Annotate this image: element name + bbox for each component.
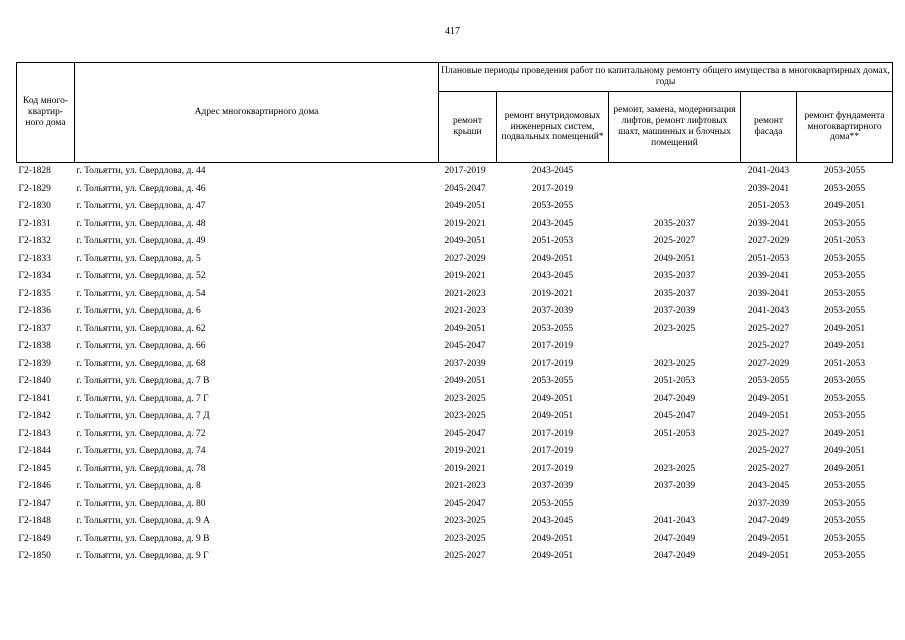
table-row [17,303,893,321]
cell-facade: 2049-2051 [747,411,790,422]
cell-systems: 2053-2055 [531,376,574,387]
cell-roof: 2017-2019 [444,166,486,177]
cell-foundation: 2053-2055 [823,218,866,229]
cell-foundation: 2051-2053 [823,236,866,247]
cell-facade: 2043-2045 [747,481,790,492]
cell-facade: 2051-2053 [747,201,790,212]
cell-facade: 2049-2051 [747,393,790,404]
cell-address: г. Тольятти, ул. Свердлова, д. 9 В [76,533,210,544]
cell-systems: 2051-2053 [531,236,574,247]
table-row [17,181,893,199]
cell-roof: 2049-2051 [444,323,486,334]
cell-foundation: 2053-2055 [823,288,866,299]
cell-elevators [609,163,741,181]
cell-address: г. Тольятти, ул. Свердлова, д. 72 [76,428,206,439]
cell-systems: 2043-2045 [531,166,574,177]
cell-elevators: 2023-2025 [653,323,696,334]
cell-code: Г2-1842 [18,411,51,422]
cell-elevators: 2023-2025 [653,358,696,369]
cell-code: Г2-1834 [18,271,51,282]
cell-roof: 2037-2039 [444,358,486,369]
cell-facade: 2047-2049 [747,516,790,527]
cell-elevators: 2051-2053 [653,428,696,439]
cell-facade: 2039-2041 [747,183,790,194]
cell-systems: 2017-2019 [531,463,574,474]
cell-address: г. Тольятти, ул. Свердлова, д. 9 Г [76,551,209,562]
table-row [17,216,893,234]
table-row [17,426,893,444]
cell-systems: 2049-2051 [531,253,574,264]
table-row [17,286,893,304]
cell-address: г. Тольятти, ул. Свердлова, д. 68 [76,358,206,369]
cell-elevators [609,181,741,199]
cell-facade: 2039-2041 [747,271,790,282]
cell-systems: 2017-2019 [531,341,574,352]
cell-facade: 2049-2051 [747,551,790,562]
cell-code: Г2-1838 [18,341,51,352]
cell-facade: 2027-2029 [747,358,790,369]
cell-address: г. Тольятти, ул. Свердлова, д. 9 А [76,516,211,527]
cell-systems: 2053-2055 [531,498,574,509]
cell-roof: 2019-2021 [444,446,486,457]
cell-code: Г2-1837 [18,323,51,334]
cell-code: Г2-1836 [18,306,51,317]
table-row [17,163,893,181]
cell-address: г. Тольятти, ул. Свердлова, д. 54 [76,288,206,299]
table-row [17,461,893,479]
cell-systems: 2049-2051 [531,411,574,422]
cell-roof: 2025-2027 [444,551,486,562]
cell-systems: 2049-2051 [531,393,574,404]
cell-roof: 2019-2021 [444,218,486,229]
cell-address: г. Тольятти, ул. Свердлова, д. 49 [76,236,206,247]
cell-foundation: 2053-2055 [823,411,866,422]
cell-elevators: 2037-2039 [653,306,696,317]
cell-systems: 2053-2055 [531,323,574,334]
cell-elevators: 2023-2025 [653,463,696,474]
cell-roof: 2049-2051 [444,201,486,212]
cell-elevators: 2051-2053 [653,376,696,387]
cell-foundation: 2053-2055 [823,183,866,194]
cell-systems: 2043-2045 [531,516,574,527]
cell-foundation: 2049-2051 [823,341,866,352]
cell-roof: 2049-2051 [444,236,486,247]
cell-foundation: 2053-2055 [823,551,866,562]
cell-elevators: 2047-2049 [653,393,696,404]
cell-facade: 2027-2029 [747,236,790,247]
cell-systems: 2017-2019 [531,428,574,439]
cell-code: Г2-1840 [18,376,51,387]
cell-code: Г2-1847 [18,498,51,509]
cell-roof: 2019-2021 [444,463,486,474]
cell-roof: 2045-2047 [444,341,486,352]
cell-roof: 2021-2023 [444,288,486,299]
cell-systems: 2017-2019 [531,183,574,194]
cell-roof: 2021-2023 [444,481,486,492]
table-row [17,321,893,339]
cell-elevators: 2041-2043 [653,516,696,527]
cell-roof: 2027-2029 [444,253,486,264]
header-engineering-systems: ремонт внутридомовых инженерных систем, подвальных помещений* [497,92,609,163]
cell-code: Г2-1832 [18,236,51,247]
cell-address: г. Тольятти, ул. Свердлова, д. 48 [76,218,206,229]
table-row [17,268,893,286]
cell-address: г. Тольятти, ул. Свердлова, д. 66 [76,341,206,352]
cell-foundation: 2053-2055 [823,498,866,509]
header-planned-periods: Плановые периоды проведения работ по капитальному ремонту общего имущества в многоквартирных домах, годы [439,63,893,92]
cell-elevators: 2035-2037 [653,288,696,299]
cell-foundation: 2053-2055 [823,533,866,544]
cell-facade: 2025-2027 [747,341,790,352]
cell-code: Г2-1845 [18,463,51,474]
cell-systems: 2049-2051 [531,551,574,562]
cell-foundation: 2053-2055 [823,376,866,387]
cell-facade: 2039-2041 [747,218,790,229]
cell-facade: 2025-2027 [747,428,790,439]
cell-address: г. Тольятти, ул. Свердлова, д. 46 [76,183,206,194]
cell-code: Г2-1828 [18,166,51,177]
cell-roof: 2049-2051 [444,376,486,387]
cell-foundation: 2053-2055 [823,166,866,177]
cell-code: Г2-1835 [18,288,51,299]
cell-foundation: 2053-2055 [823,481,866,492]
table-body [17,163,893,566]
cell-code: Г2-1839 [18,358,51,369]
cell-foundation: 2051-2053 [823,358,866,369]
cell-code: Г2-1843 [18,428,51,439]
cell-address: г. Тольятти, ул. Свердлова, д. 52 [76,271,206,282]
cell-foundation: 2049-2051 [823,428,866,439]
cell-code: Г2-1830 [18,201,51,212]
cell-facade: 2049-2051 [747,533,790,544]
cell-facade: 2025-2027 [747,323,790,334]
cell-elevators: 2047-2049 [653,533,696,544]
cell-roof: 2021-2023 [444,306,486,317]
cell-elevators [609,198,741,216]
cell-address: г. Тольятти, ул. Свердлова, д. 7 В [76,376,210,387]
cell-elevators: 2037-2039 [653,481,696,492]
cell-code: Г2-1829 [18,183,51,194]
cell-foundation: 2049-2051 [823,201,866,212]
page-number: 417 [445,26,460,37]
cell-systems: 2043-2045 [531,218,574,229]
cell-address: г. Тольятти, ул. Свердлова, д. 74 [76,446,206,457]
table-row [17,391,893,409]
cell-code: Г2-1849 [18,533,51,544]
capital-repair-schedule-table [16,62,893,566]
table-row [17,548,893,566]
table-row [17,513,893,531]
cell-systems: 2049-2051 [531,533,574,544]
cell-facade: 2051-2053 [747,253,790,264]
cell-facade: 2041-2043 [747,306,790,317]
cell-systems: 2053-2055 [531,201,574,212]
cell-systems: 2043-2045 [531,271,574,282]
cell-foundation: 2049-2051 [823,446,866,457]
table-row [17,408,893,426]
header-roof: ремонт крыши [439,92,497,163]
cell-elevators: 2035-2037 [653,271,696,282]
table-row [17,198,893,216]
cell-elevators: 2045-2047 [653,411,696,422]
table-row [17,338,893,356]
cell-code: Г2-1846 [18,481,51,492]
cell-roof: 2023-2025 [444,411,486,422]
cell-code: Г2-1848 [18,516,51,527]
cell-elevators: 2035-2037 [653,218,696,229]
header-facade: ремонт фасада [741,92,797,163]
cell-roof: 2023-2025 [444,393,486,404]
cell-address: г. Тольятти, ул. Свердлова, д. 80 [76,498,206,509]
cell-code: Г2-1833 [18,253,51,264]
cell-systems: 2037-2039 [531,481,574,492]
cell-facade: 2025-2027 [747,463,790,474]
cell-facade: 2025-2027 [747,446,790,457]
cell-code: Г2-1831 [18,218,51,229]
cell-elevators [609,496,741,514]
table-header [17,63,893,163]
cell-facade: 2039-2041 [747,288,790,299]
table-row [17,443,893,461]
cell-foundation: 2053-2055 [823,253,866,264]
cell-address: г. Тольятти, ул. Свердлова, д. 44 [76,166,206,177]
table-row [17,373,893,391]
table-row [17,251,893,269]
header-elevators: ремонт, замена, модернизация лифтов, ремонт лифтовых шахт, машинных и блочных помещений [609,92,741,163]
cell-foundation: 2053-2055 [823,271,866,282]
cell-address: г. Тольятти, ул. Свердлова, д. 7 Г [76,393,209,404]
cell-roof: 2019-2021 [444,271,486,282]
cell-code: Г2-1844 [18,446,51,457]
cell-roof: 2045-2047 [444,498,486,509]
cell-address: г. Тольятти, ул. Свердлова, д. 5 [76,253,201,264]
cell-facade: 2041-2043 [747,166,790,177]
cell-address: г. Тольятти, ул. Свердлова, д. 6 [76,306,201,317]
cell-address: г. Тольятти, ул. Свердлова, д. 8 [76,481,201,492]
cell-facade: 2053-2055 [747,376,790,387]
table-row [17,233,893,251]
cell-elevators: 2025-2027 [653,236,696,247]
cell-code: Г2-1841 [18,393,51,404]
table-row [17,478,893,496]
cell-systems: 2019-2021 [531,288,574,299]
cell-elevators [609,443,741,461]
cell-address: г. Тольятти, ул. Свердлова, д. 62 [76,323,206,334]
cell-foundation: 2053-2055 [823,393,866,404]
cell-foundation: 2053-2055 [823,306,866,317]
cell-address: г. Тольятти, ул. Свердлова, д. 7 Д [76,411,210,422]
cell-systems: 2017-2019 [531,446,574,457]
cell-foundation: 2053-2055 [823,516,866,527]
cell-foundation: 2049-2051 [823,463,866,474]
cell-elevators [609,338,741,356]
cell-systems: 2037-2039 [531,306,574,317]
header-address: Адрес многоквартирного дома [75,63,439,163]
cell-roof: 2045-2047 [444,428,486,439]
table-row [17,496,893,514]
table-row [17,531,893,549]
cell-code: Г2-1850 [18,551,51,562]
cell-elevators: 2049-2051 [653,253,696,264]
cell-systems: 2017-2019 [531,358,574,369]
cell-address: г. Тольятти, ул. Свердлова, д. 47 [76,201,206,212]
cell-roof: 2045-2047 [444,183,486,194]
header-code: Код много-квартир-ного дома [17,63,75,163]
table-row [17,356,893,374]
cell-elevators: 2047-2049 [653,551,696,562]
header-foundation: ремонт фундамента многоквартирного дома** [797,92,893,163]
cell-address: г. Тольятти, ул. Свердлова, д. 78 [76,463,206,474]
cell-facade: 2037-2039 [747,498,790,509]
cell-roof: 2023-2025 [444,533,486,544]
cell-roof: 2023-2025 [444,516,486,527]
cell-foundation: 2049-2051 [823,323,866,334]
